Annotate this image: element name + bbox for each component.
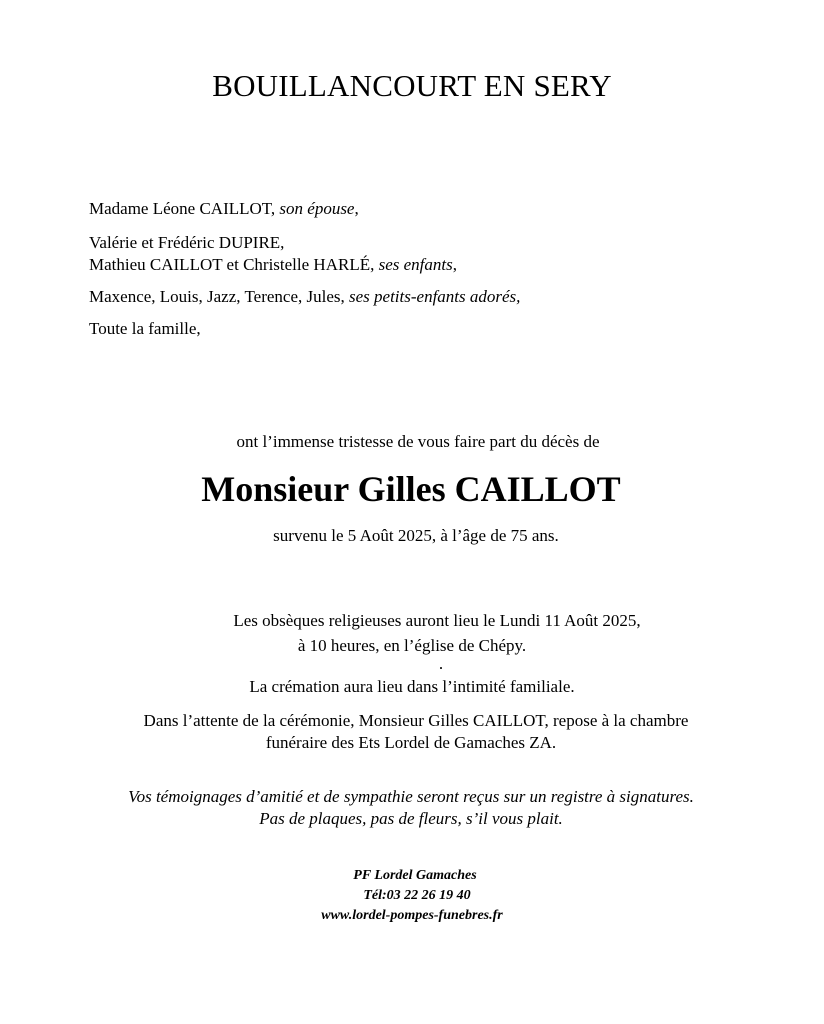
condolences-line-1: Vos témoignages d’amitié et de sympathie seront reçus sur un registre à signatures.	[128, 787, 694, 806]
family-line-grandchildren	[89, 286, 520, 308]
family-name: Mathieu CAILLOT et Christelle HARLÉ,	[89, 255, 379, 274]
family-name: Maxence, Louis, Jazz, Terence, Jules,	[89, 287, 350, 306]
town-heading: BOUILLANCOURT EN SERY	[212, 68, 612, 103]
family-relation: ses enfants	[378, 255, 453, 274]
family-name: Madame Léone CAILLOT,	[89, 199, 280, 218]
family-line-all	[89, 318, 201, 340]
ceremony-line-1: Les obsèques religieuses auront lieu le Lundi 11 Août 2025,	[233, 611, 641, 630]
family-name: Toute la famille,	[89, 319, 201, 338]
deceased-name: Monsieur Gilles CAILLOT	[201, 469, 621, 509]
resting-line-1: Dans l’attente de la cérémonie, Monsieur Gilles CAILLOT, repose à la chambre	[143, 711, 689, 730]
family-line-spouse	[89, 198, 359, 220]
family-line-daughter	[89, 232, 284, 254]
condolences-line-2: Pas de plaques, pas de fleurs, s’il vous plait.	[259, 809, 563, 828]
ceremony-line-2: à 10 heures, en l’église de Chépy.	[297, 636, 527, 655]
funeral-home-name: PF Lordel Gamaches	[353, 868, 477, 883]
family-suffix: ,	[354, 199, 359, 218]
announcement-intro: ont l’immense tristesse de vous faire part du décès de	[236, 432, 600, 451]
cremation-line: La crémation aura lieu dans l’intimité familiale.	[249, 677, 575, 696]
resting-line-2: funéraire des Ets Lordel de Gamaches ZA.	[265, 733, 557, 752]
family-name: Valérie et Frédéric DUPIRE,	[89, 233, 285, 252]
funeral-home-website: www.lordel-pompes-funebres.fr	[321, 908, 503, 923]
family-line-son	[89, 254, 457, 276]
family-relation: ses petits-enfants adorés,	[349, 287, 521, 306]
ceremony-dot: .	[438, 654, 444, 673]
family-relation: son épouse	[279, 199, 355, 218]
death-details: survenu le 5 Août 2025, à l’âge de 75 ans.	[273, 526, 559, 545]
funeral-home-phone: Tél:03 22 26 19 40	[363, 888, 471, 903]
family-suffix: ,	[452, 255, 457, 274]
